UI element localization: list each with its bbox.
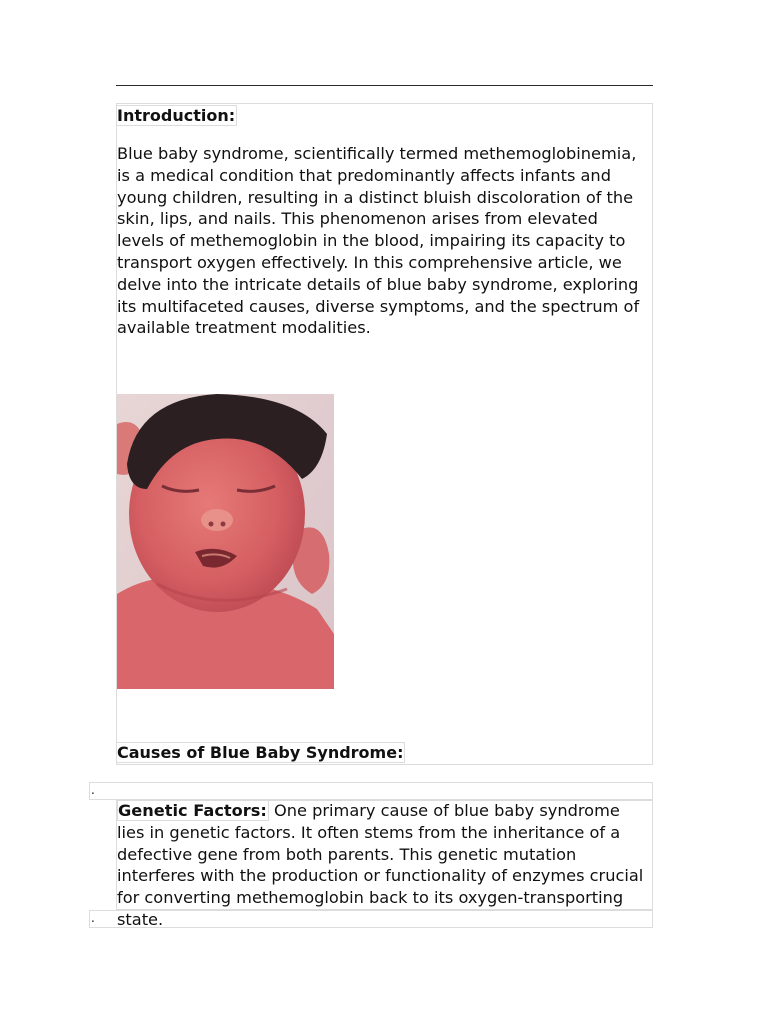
- separator-frame-1: [89, 782, 653, 800]
- infant-photo: [117, 394, 334, 689]
- causes-heading: [116, 742, 405, 764]
- separator-dot-1: .: [91, 783, 95, 797]
- genetic-factors-text: One primary cause of blue baby syndrome lies in genetic factors. It often stems from the inheritance of a defective gene from both parents. This genetic mutation interferes with the production or functionality of enzymes crucial for converting methemoglobin back to its oxygen-transporting state.: [117, 801, 644, 929]
- causes-heading-text: Causes of Blue Baby Syndrome:: [117, 743, 404, 762]
- intro-heading: [116, 105, 237, 127]
- top-horizontal-rule: [116, 85, 653, 86]
- genetic-factors-heading: Genetic Factors:: [118, 801, 267, 820]
- intro-heading-text: Introduction:: [117, 106, 236, 125]
- separator-frame-2: [89, 910, 653, 928]
- intro-paragraph: Blue baby syndrome, scientifically termed methemoglobinemia, is a medical condition that predominantly affects infants and young children, resulting in a distinct bluish discoloration of the skin, lips, and nails. This phenomenon arises from elevated levels of methemoglobin in the blood, impairing its capacity to transport oxygen effectively. In this comprehensive article, we delve into the intricate details of blue baby syndrome, exploring its multifaceted causes, diverse symptoms, and the spectrum of available treatment modalities.: [117, 144, 640, 338]
- separator-dot-2: .: [91, 911, 95, 925]
